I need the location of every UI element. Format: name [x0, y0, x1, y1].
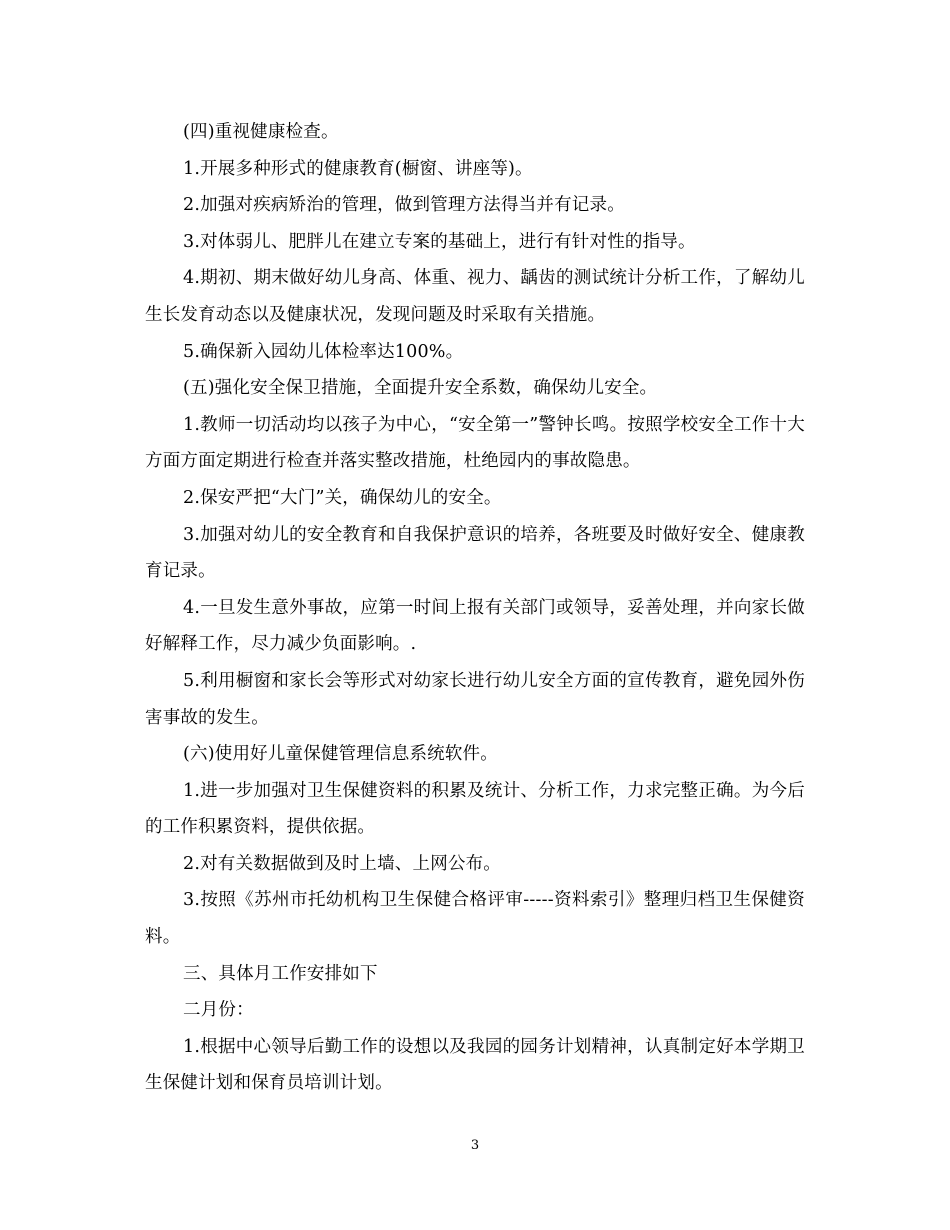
- list-item: 1.进一步加强对卫生保健资料的积累及统计、分析工作，力求完整正确。为今后的工作积累资料，提供依据。: [145, 780, 805, 838]
- list-item: 4.期初、期末做好幼儿身高、体重、视力、龋齿的测试统计分析工作，了解幼儿生长发育动态以及健康状况，发现问题及时采取有关措施。: [145, 268, 805, 325]
- document-body: [145, 114, 805, 1102]
- section-heading-safety: (五)强化安全保卫措施，全面提升安全系数，确保幼儿安全。: [183, 378, 658, 399]
- list-item: 5.利用橱窗和家长会等形式对幼家长进行幼儿安全方面的宣传教育，避免园外伤害事故的发生。: [145, 670, 805, 728]
- list-item: 2.对有关数据做到及时上墙、上网公布。: [183, 853, 501, 874]
- list-item: 1.开展多种形式的健康教育(橱窗、讲座等)。: [183, 158, 533, 179]
- list-item: 2.加强对疾病矫治的管理，做到管理方法得当并有记录。: [183, 195, 625, 216]
- section-heading-health-check: (四)重视健康检查。: [183, 122, 339, 142]
- list-item: 3.对体弱儿、肥胖儿在建立专案的基础上，进行有针对性的指导。: [183, 231, 696, 252]
- list-item: 4.一旦发生意外事故，应第一时间上报有关部门或领导，妥善处理，并向家长做好解释工作，尽力减少负面影响。.: [145, 597, 805, 655]
- subheading-month: 二月份：: [183, 1000, 254, 1021]
- list-item: 2.保安严把“大门”关，确保幼儿的安全。: [183, 487, 502, 508]
- list-item: 3.按照《苏州市托幼机构卫生保健合格评审-----资料索引》整理归档卫生保健资料。: [145, 890, 805, 948]
- section-heading-software: (六)使用好儿童保健管理信息系统软件。: [183, 744, 498, 765]
- page-number: 3: [470, 1138, 480, 1153]
- list-item: 1.教师一切活动均以孩子为中心，“安全第一”警钟长鸣。按照学校安全工作十大方面方面定期进行检查并落实整改措施，杜绝园内的事故隐患。: [145, 414, 805, 472]
- list-item: 5.确保新入园幼儿体检率达100%。: [183, 341, 464, 362]
- list-item: 1.根据中心领导后勤工作的设想以及我园的园务计划精神，认真制定好本学期卫生保健计划和保育员培训计划。: [145, 1036, 805, 1094]
- list-item: 3.加强对幼儿的安全教育和自我保护意识的培养，各班要及时做好安全、健康教育记录。: [145, 524, 805, 582]
- section-heading-monthly-plan: 三、具体月工作安排如下: [183, 963, 378, 984]
